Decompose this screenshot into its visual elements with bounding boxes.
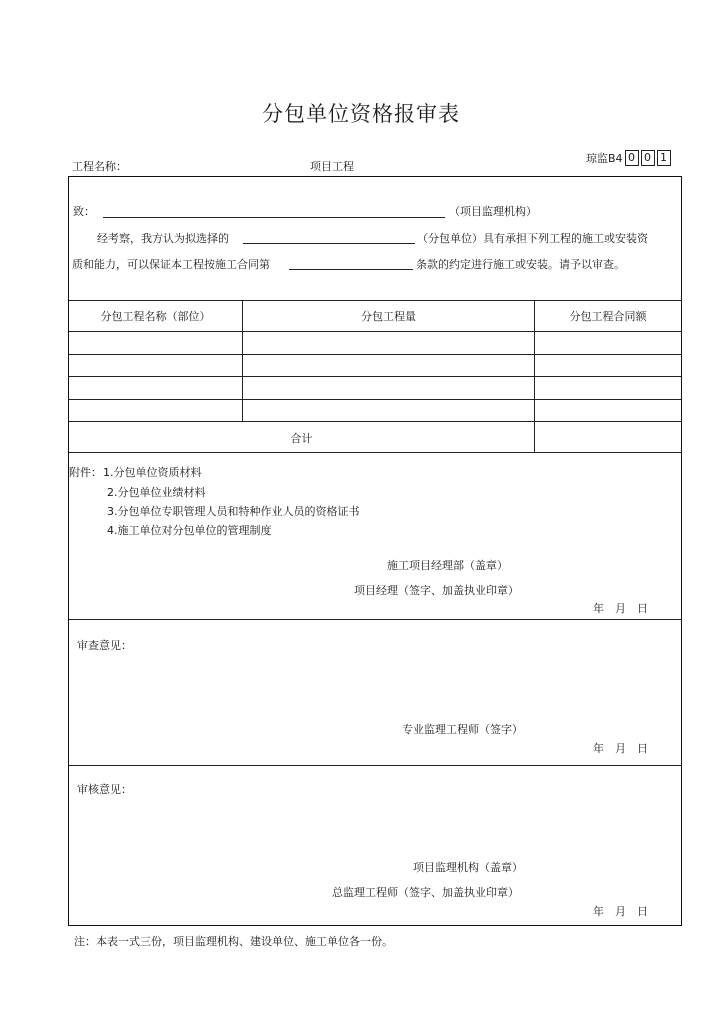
review-label: 审查意见： xyxy=(77,639,132,652)
audit-sign-chief: 总监理工程师（签字、加盖执业印章） xyxy=(332,886,519,899)
attachment-item: 1.分包单位资质材料 xyxy=(103,466,202,479)
attachment-item: 2.分包单位业绩材料 xyxy=(107,486,206,499)
form-title: 分包单位资格报审表 xyxy=(262,102,460,126)
divider xyxy=(69,619,681,620)
sign-dept: 施工项目经理部（盖章） xyxy=(387,559,508,572)
project-name-label: 工程名称： xyxy=(72,160,127,173)
total-label: 合计 xyxy=(290,432,313,445)
divider xyxy=(69,354,681,355)
divider xyxy=(69,421,681,422)
footer-note: 注：本表一式三份，项目监理机构、建设单位、施工单位各一份。 xyxy=(74,935,393,948)
attachments-label: 附件： xyxy=(69,466,102,479)
divider xyxy=(69,300,681,301)
subcontractor-field[interactable] xyxy=(243,243,415,244)
table-header-amount: 分包工程合同额 xyxy=(569,310,647,323)
divider xyxy=(69,399,681,400)
divider xyxy=(69,331,681,332)
review-sign: 专业监理工程师（签字） xyxy=(402,723,523,736)
table-header-quantity: 分包工程量 xyxy=(361,310,416,323)
date-2: 年 月 日 xyxy=(593,742,648,755)
audit-label: 审核意见： xyxy=(77,783,132,796)
line1-prefix: 经考察，我方认为拟选择的 xyxy=(97,232,229,245)
form-code-digit: 1 xyxy=(657,150,671,166)
attachment-item: 4.施工单位对分包单位的管理制度 xyxy=(107,524,272,537)
form-code xyxy=(586,150,671,166)
form-code-digit: 0 xyxy=(625,150,639,166)
date-1: 年 月 日 xyxy=(593,602,648,615)
audit-sign-org: 项目监理机构（盖章） xyxy=(413,861,523,874)
date-3: 年 月 日 xyxy=(593,905,648,918)
clause-field[interactable] xyxy=(289,269,413,270)
to-field[interactable] xyxy=(103,217,445,218)
line2-prefix: 质和能力，可以保证本工程按施工合同第 xyxy=(72,258,270,271)
form-frame xyxy=(68,176,682,926)
divider xyxy=(69,765,681,766)
table-header-name: 分包工程名称（部位） xyxy=(100,310,211,323)
divider xyxy=(69,452,681,453)
form-code-digit: 0 xyxy=(641,150,655,166)
line2-suffix: 条款的约定进行施工或安装。请予以审查。 xyxy=(416,258,625,271)
form-code-prefix: 琼监B4 xyxy=(586,152,623,165)
project-name-value: 项目工程 xyxy=(310,160,354,173)
to-label: 致： xyxy=(73,205,95,218)
line1-suffix: （分包单位）具有承担下列工程的施工或安装资 xyxy=(417,232,648,245)
to-suffix: （项目监理机构） xyxy=(449,205,537,218)
attachment-item: 3.分包单位专职管理人员和特种作业人员的资格证书 xyxy=(107,505,360,518)
divider xyxy=(69,376,681,377)
sign-manager: 项目经理（签字、加盖执业印章） xyxy=(354,584,519,597)
